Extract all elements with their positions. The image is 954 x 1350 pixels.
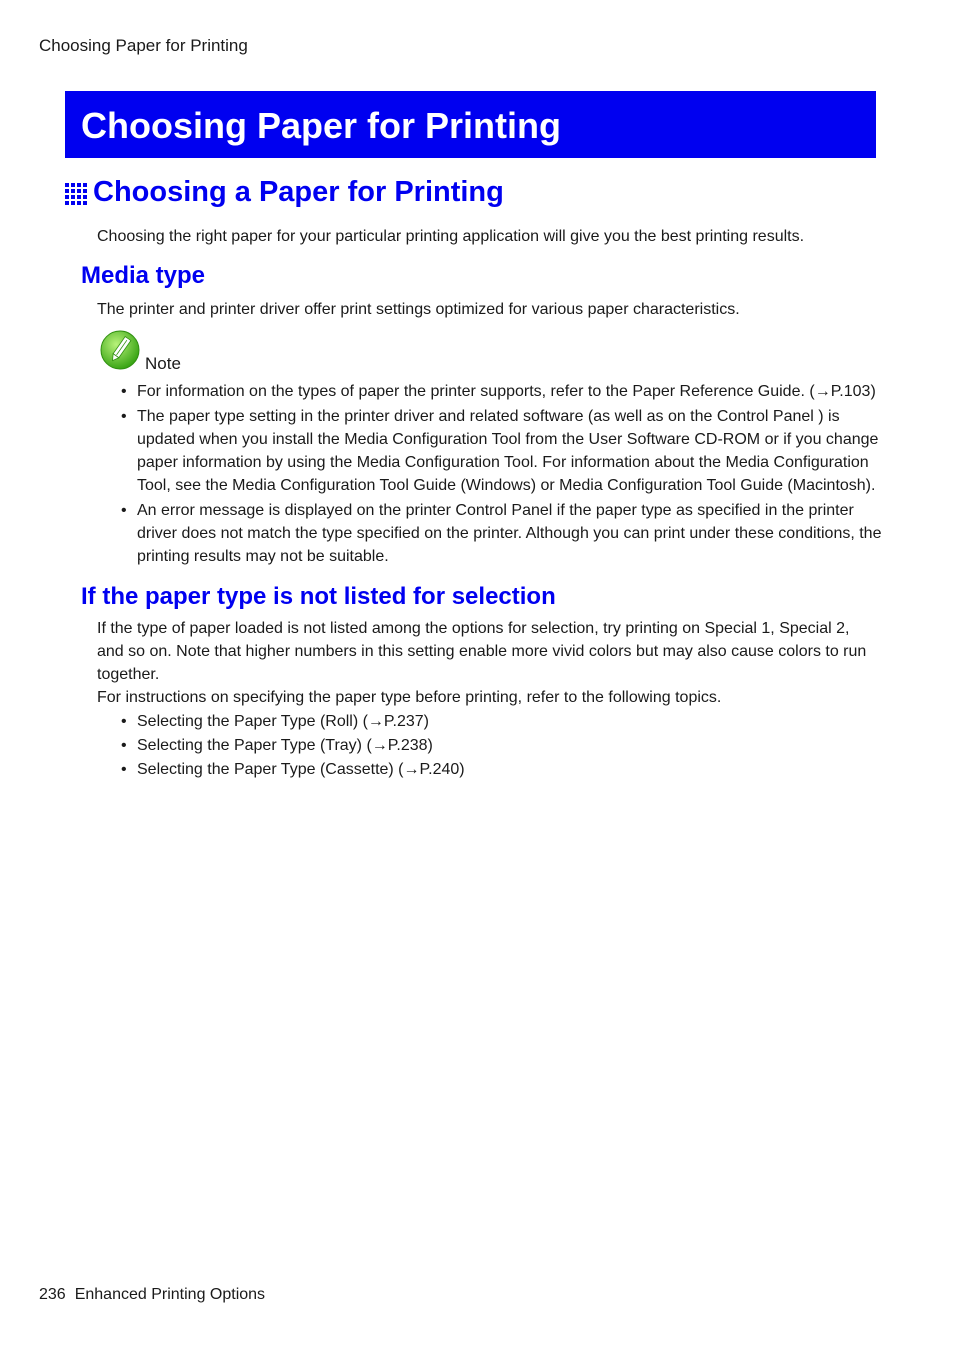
section-heading <box>65 176 504 209</box>
media-type-heading: Media type <box>81 262 206 289</box>
topic-link-cassette[interactable]: • Selecting the Paper Type (Cassette) (→P.240) <box>137 758 882 781</box>
grid-icon <box>65 183 87 205</box>
chapter-banner <box>65 91 876 158</box>
page-number: 236 <box>39 1286 66 1303</box>
not-listed-instructions: For instructions on specifying the paper type before printing, refer to the following topics. <box>97 689 722 706</box>
note-label: Note <box>145 354 181 373</box>
media-type-text: The printer and printer driver offer print settings optimized for various paper characteristics. <box>97 301 740 318</box>
chapter-title: Choosing Paper for Printing <box>81 105 562 146</box>
pencil-note-icon <box>100 330 140 370</box>
topic-link-roll[interactable]: • Selecting the Paper Type (Roll) (→P.237) <box>137 710 882 733</box>
not-listed-text: If the type of paper loaded is not listed among the options for selection, try printing on Special 1, Special 2, and so on. Note that higher numbers in this setting enable more vivid colors but may also cause colors to run together. <box>97 620 867 683</box>
list-item: • For information on the types of paper the printer supports, refer to the Paper Reference Guide. (→P.103) <box>137 380 882 403</box>
list-item: • An error message is displayed on the printer Control Panel if the paper type as specified in the printer driver does not match the type specified on the printer. Although you can print under these conditions, the printing results may not be suitable. <box>137 499 882 568</box>
list-item: • The paper type setting in the printer driver and related software (as well as on the Control Panel ) is updated when you install the Media Configuration Tool from the User Software CD-ROM or if you change paper information by using the Media Configuration Tool. For information about the Media Configuration Tool, see the Media Configuration Tool Guide (Windows) or Media Configuration Tool Guide (Macintosh). <box>137 405 882 497</box>
not-listed-heading: If the paper type is not listed for selection <box>81 583 556 610</box>
page-footer <box>39 1286 265 1304</box>
section-title: Choosing a Paper for Printing <box>93 176 504 208</box>
topic-link-list <box>137 710 882 781</box>
note-list <box>137 380 882 568</box>
running-header: Choosing Paper for Printing <box>39 36 248 55</box>
footer-section: Enhanced Printing Options <box>74 1286 266 1303</box>
note-box <box>100 330 181 373</box>
section-intro: Choosing the right paper for your particular printing application will give you the best printing results. <box>97 228 805 245</box>
topic-link-tray[interactable]: • Selecting the Paper Type (Tray) (→P.238) <box>137 734 882 757</box>
